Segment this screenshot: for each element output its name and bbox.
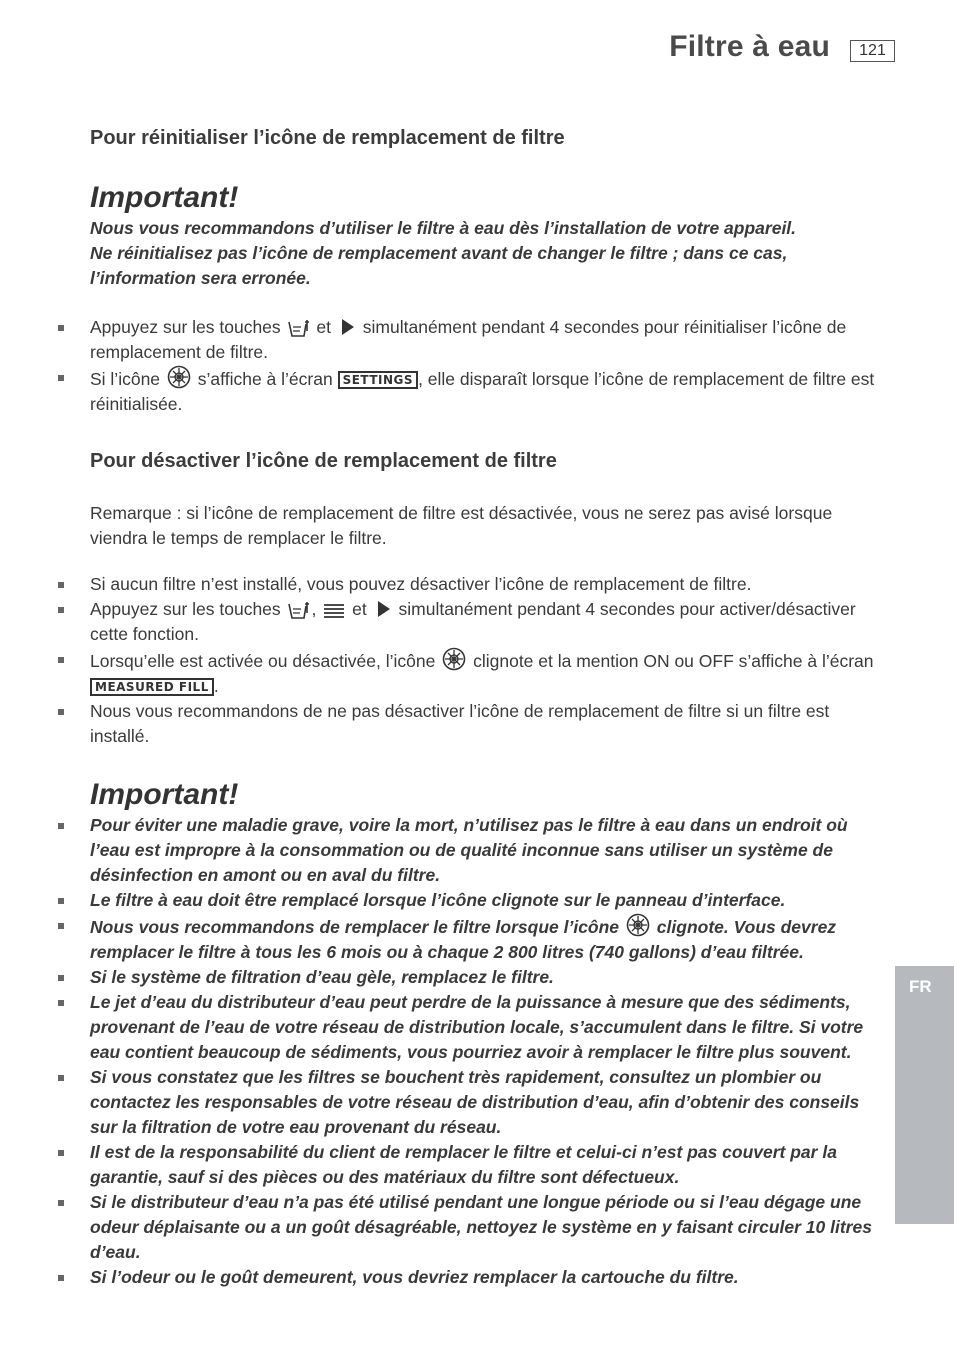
list-item: Si vous constatez que les filtres se bouchent très rapidement, consultez un plombier ou contactez les responsables de votre réseau de distribution d’eau, afin d’obtenir des conseils sur la filtration de votre eau provenant du réseau. — [0, 1065, 890, 1140]
language-label: FR — [909, 977, 932, 996]
text: clignote et la mention ON ou OFF s’affiche à l’écran — [473, 651, 874, 671]
text: et — [352, 599, 367, 619]
text: , — [311, 599, 317, 619]
reset-steps-list — [0, 315, 954, 417]
important-text-1 — [90, 216, 890, 291]
disable-steps-list — [0, 572, 954, 749]
list-item: Si aucun filtre n’est installé, vous pouvez désactiver l’icône de remplacement de filtre. — [0, 572, 890, 597]
right-arrow-icon — [378, 601, 390, 617]
list-item — [0, 647, 890, 699]
list-item — [0, 597, 890, 647]
text: Lorsqu’elle est activée ou désactivée, l’icône — [90, 651, 436, 671]
text: , elle disparaît lorsque l’icône de remplacement de filtre est réinitialisée. — [90, 369, 875, 414]
section-heading-disable: Pour désactiver l’icône de remplacement de filtre — [90, 450, 557, 472]
list-item: Le filtre à eau doit être remplacé lorsque l’icône clignote sur le panneau d’interface. — [0, 888, 890, 913]
text: simultanément pendant 4 secondes pour réinitialiser l’icône de remplacement de filtre. — [90, 317, 847, 362]
list-item: Si le distributeur d’eau n’a pas été utilisé pendant une longue période ou si l’eau dégage une odeur déplaisante ou a un goût désagréable, nettoyez le système en y faisant circuler 10 litres d’eau. — [0, 1190, 890, 1265]
text: simultanément pendant 4 secondes pour activer/désactiver cette fonction. — [90, 599, 856, 644]
list-item: Nous vous recommandons de ne pas désactiver l’icône de remplacement de filtre si un filtre est installé. — [0, 699, 890, 749]
list-item — [0, 365, 890, 417]
important-title-1: Important! — [90, 181, 239, 214]
page-title: Filtre à eau — [669, 30, 830, 63]
section-heading-reset: Pour réinitialiser l’icône de remplacement de filtre — [90, 127, 565, 149]
note-text: Remarque : si l’icône de remplacement de filtre est désactivée, vous ne serez pas avisé lorsque viendra le temps de remplacer le filtre. — [90, 503, 833, 548]
text: Si l’icône — [90, 369, 161, 389]
list-item: Si l’odeur ou le goût demeurent, vous devriez remplacer la cartouche du filtre. — [0, 1265, 890, 1290]
menu-lines-icon — [323, 603, 345, 619]
text: Appuyez sur les touches — [90, 599, 281, 619]
measured-fill-cup-icon — [288, 601, 310, 619]
important-line: Nous vous recommandons d’utiliser le filtre à eau dès l’installation de votre appareil. — [90, 218, 797, 238]
text: . — [213, 676, 219, 696]
list-item: Il est de la responsabilité du client de remplacer le filtre et celui-ci n’est pas couvert par la garantie, sauf si des pièces ou des matériaux du filtre sont défectueux. — [0, 1140, 890, 1190]
list-item — [0, 315, 890, 365]
list-item: Si le système de filtration d’eau gèle, remplacez le filtre. — [0, 965, 890, 990]
text: Appuyez sur les touches — [90, 317, 281, 337]
filter-replacement-icon — [626, 913, 650, 937]
text: et — [316, 317, 332, 337]
measured-fill-display-label: MEASURED FILL — [90, 678, 214, 696]
list-item: Pour éviter une maladie grave, voire la mort, n’utilisez pas le filtre à eau dans un endroit où l’eau est impropre à la consommation ou de qualité inconnue sans utiliser un système de désinfection en amont ou en aval du filtre. — [0, 813, 890, 888]
important-line: Ne réinitialisez pas l’icône de remplacement avant de changer le filtre ; dans ce cas, l’information sera erronée. — [90, 243, 788, 288]
settings-display-label: SETTINGS — [338, 371, 419, 389]
text: s’affiche à l’écran — [197, 369, 333, 389]
filter-replacement-icon — [442, 647, 466, 671]
measured-fill-cup-icon — [288, 319, 310, 337]
list-item: Le jet d’eau du distributeur d’eau peut perdre de la puissance à mesure que des sédiments, provenant de l’eau de votre réseau de distribution locale, s’accumulent dans le filtre. Si votre eau contient beaucoup de sédiments, vous pourriez avoir à remplacer le filtre plus souvent. — [0, 990, 890, 1065]
list-item — [0, 913, 890, 965]
important-warnings-list — [0, 813, 954, 1290]
filter-replacement-icon — [167, 365, 191, 389]
right-arrow-icon — [342, 319, 354, 335]
important-title-2: Important! — [90, 778, 239, 811]
text: clignote. Vous devrez remplacer le filtre à tous les 6 mois ou à chaque 2 800 litres (740 gallons) d’eau filtrée. — [90, 917, 837, 962]
text: Nous vous recommandons de remplacer le filtre lorsque l’icône — [90, 917, 620, 937]
page-number: 121 — [850, 40, 895, 62]
